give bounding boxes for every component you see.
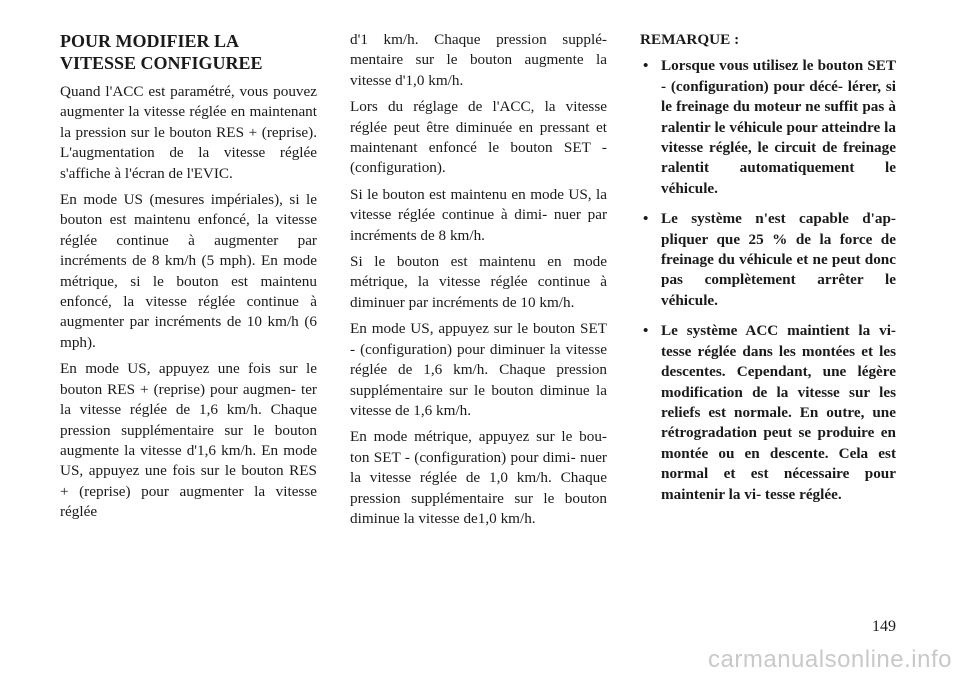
note-title: REMARQUE : [640, 31, 740, 48]
paragraph: Lors du réglage de l'ACC, la vitesse réglée peut être diminuée en pressant et maintenant enfoncé le bouton SET - (configuration). [350, 98, 607, 177]
note-item [640, 209, 896, 311]
paragraph: Si le bouton est maintenu en mode métrique, la vitesse réglée continue à diminuer par incréments de 10 km/h. [350, 253, 607, 311]
bullet-icon: • [643, 210, 649, 228]
paragraph: En mode métrique, appuyez sur le bou- ton SET - (configuration) pour dimi- nuer la vitesse réglée de 1,0 km/h. Chaque pression supplémentaire sur le bouton diminue la vitesse de1,0 km/h. [350, 428, 607, 527]
watermark: carmanualsonline.info [708, 646, 952, 673]
bullet-icon: • [643, 322, 649, 340]
column-middle [350, 30, 607, 535]
note-list [640, 56, 896, 505]
note-text: Le système n'est capable d'ap- pliquer que 25 % de la force de freinage du véhicule et ne peut donc pas complètement arrêter le véhicule. [661, 210, 896, 309]
paragraph: En mode US, appuyez une fois sur le bouton RES + (reprise) pour augmen- ter la vitesse réglée de 1,6 km/h. Chaque pression supplémentaire sur le bouton augmente la vitesse d'1,6 km/h. En mode US, appuyez une fois sur le bouton RES + (reprise) pour augmenter la vitesse réglée [60, 360, 317, 521]
bullet-icon: • [643, 57, 649, 75]
paragraph: En mode US, appuyez sur le bouton SET - (configuration) pour diminuer la vitesse réglée de 1,6 km/h. Chaque pression supplémentaire sur le bouton diminue la vitesse de 1,6 km/h. [350, 320, 607, 419]
note-text: Le système ACC maintient la vi- tesse réglée dans les montées et les descentes. Cependant, une légère modification de la vitesse sur les reliefs est normale. En outre, une rétrogradation peut se produire en montée ou en descente. Cela est normal et est nécessaire pour maintenir la vi- tesse réglée. [661, 322, 896, 503]
column-left [60, 30, 317, 529]
column-right [640, 30, 896, 515]
section-heading: POUR MODIFIER LA VITESSE CONFIGUREE [60, 31, 263, 73]
page-number: 149 [872, 618, 896, 635]
note-text: Lorsque vous utilisez le bouton SET - (configuration) pour décé- lérer, si le freinage du moteur ne suffit pas à ralentir le véhicule pour atteindre la vitesse réglée, le circuit de freinage ralentit automatiquement le véhicule. [661, 57, 896, 197]
note-item [640, 56, 896, 199]
paragraph: En mode US (mesures impériales), si le bouton est maintenu enfoncé, la vitesse réglée continue à augmenter par incréments de 8 km/h (5 mph). En mode métrique, si le bouton est maintenu enfoncé, la vitesse réglée continue à augmenter par incréments de 10 km/h (6 mph). [60, 191, 317, 351]
paragraph: d'1 km/h. Chaque pression supplé- mentaire sur le bouton augmente la vitesse d'1,0 km/h. [350, 31, 607, 89]
note-item [640, 321, 896, 505]
paragraph: Si le bouton est maintenu en mode US, la vitesse réglée continue à dimi- nuer par incréments de 8 km/h. [350, 185, 607, 244]
paragraph: Quand l'ACC est paramétré, vous pouvez augmenter la vitesse réglée en maintenant la pression sur le bouton RES + (reprise). L'augmentation de la vitesse réglée s'affiche à l'écran de l'EVIC. [60, 83, 317, 182]
